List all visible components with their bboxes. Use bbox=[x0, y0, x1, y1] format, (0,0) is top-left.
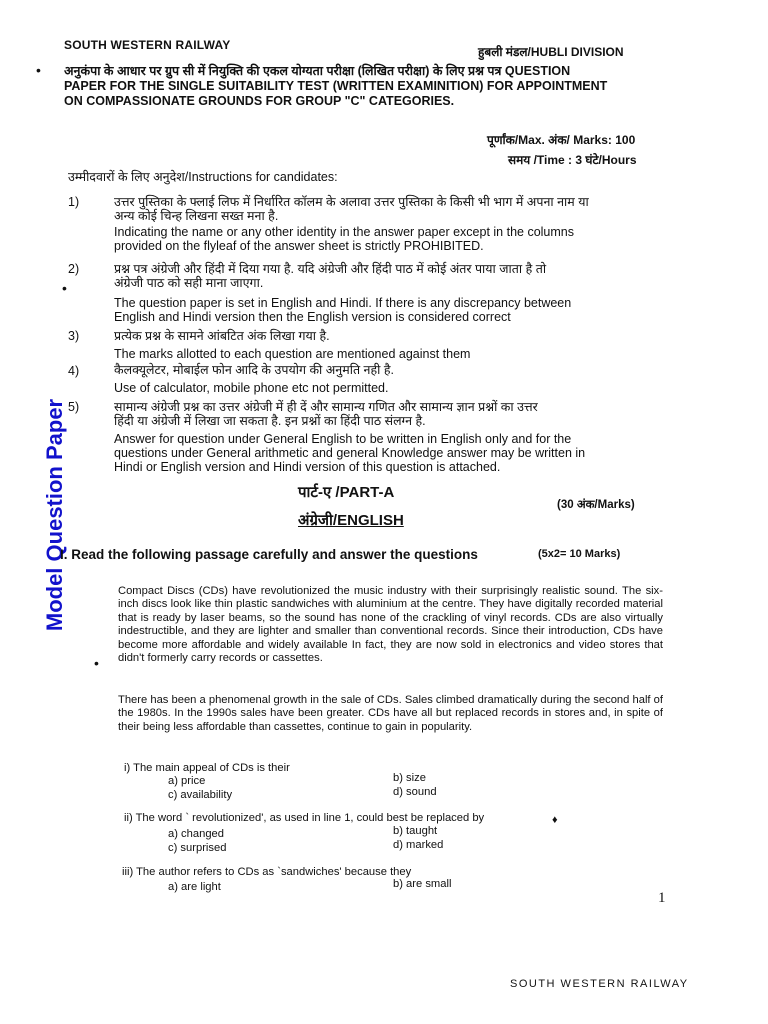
question-instruction: I. Read the following passage carefully and answer the questions bbox=[60, 547, 478, 562]
instruction-hindi-line: प्रश्न पत्र अंग्रेजी और हिंदी में दिया गया है. यदि अंग्रेजी और हिंदी पाठ में कोई अंतर पाया जाता है तो bbox=[114, 262, 547, 276]
scan-mark: ♦ bbox=[552, 814, 558, 826]
answer-option: b) are small bbox=[393, 878, 452, 890]
instruction-hindi-line: हिंदी या अंग्रेजी में लिखा जा सकता है. इन प्रश्नों का हिंदी पाठ संलग्न है. bbox=[114, 414, 426, 428]
instruction-hindi-line: प्रत्येक प्रश्न के सामने आंबटित अंक लिखा गया है. bbox=[114, 329, 330, 343]
instruction-english-line: The marks allotted to each question are mentioned against them bbox=[114, 347, 471, 361]
answer-option: a) are light bbox=[168, 881, 221, 893]
title-line: PAPER FOR THE SINGLE SUITABILITY TEST (WRITTEN EXAMINITION) FOR APPOINTMENT bbox=[64, 79, 608, 93]
subject-heading: अंग्रेजी/ENGLISH bbox=[298, 512, 404, 529]
instruction-english-line: Indicating the name or any other identity in the answer paper except in the columns bbox=[114, 225, 574, 239]
answer-option: a) changed bbox=[168, 828, 224, 840]
page-number: 1 bbox=[658, 890, 666, 906]
instruction-number: 4) bbox=[68, 364, 80, 378]
answer-option: c) availability bbox=[168, 789, 233, 801]
passage-paragraph: There has been a phenomenal growth in the sale of CDs. Sales climbed dramatically during the second half of the 1980s. In the 1990s sales have been greater. CDs have all but replaced records in stores and, in spite of their being less affordable than cassettes, continue to gain in popularity. bbox=[118, 694, 663, 733]
instruction-text bbox=[114, 262, 662, 324]
instruction-english-line: English and Hindi version then the English version is considered correct bbox=[114, 310, 511, 324]
instruction-number: 5) bbox=[68, 400, 80, 414]
question-marks: (5x2= 10 Marks) bbox=[538, 548, 621, 560]
title-line: ON COMPASSIONATE GROUNDS FOR GROUP "C" CATEGORIES. bbox=[64, 94, 455, 108]
instruction-english-line: provided on the flyleaf of the answer sheet is strictly PROHIBITED. bbox=[114, 239, 484, 253]
instruction-hindi-line: कैलक्यूलेटर, मोबाईल फोन आदि के उपयोग की अनुमति नही है. bbox=[114, 363, 394, 377]
instruction-text bbox=[114, 400, 662, 474]
instruction-english-line: The question paper is set in English and Hindi. If there is any discrepancy between bbox=[114, 296, 572, 310]
instructions-heading: उम्मीदवारों के लिए अनुदेश/Instructions for candidates: bbox=[68, 170, 338, 184]
instruction-english-line: Hindi or English version and Hindi version of this question is attached. bbox=[114, 460, 501, 474]
answer-option: b) size bbox=[393, 772, 426, 784]
instruction-text bbox=[114, 363, 662, 395]
question-stem: iii) The author refers to CDs as `sandwiches' because they bbox=[122, 866, 412, 878]
side-title-watermark bbox=[32, 370, 80, 660]
side-title-text: Model Question Paper bbox=[41, 398, 67, 632]
scan-speck: • bbox=[36, 62, 41, 78]
instruction-english-line: Answer for question under General English to be written in English only and for the bbox=[114, 432, 572, 446]
scan-speck: • bbox=[62, 280, 67, 296]
answer-option: d) sound bbox=[393, 786, 437, 798]
max-marks: पूर्णांक/Max. अंक/ Marks: 100 bbox=[487, 133, 636, 147]
answer-option: a) price bbox=[168, 775, 206, 787]
instruction-hindi-line: सामान्य अंग्रेजी प्रश्न का उत्तर अंग्रेजी में ही दें और सामान्य गणित और सामान्य ज्ञान प्रश्नों का उत्तर bbox=[114, 400, 538, 414]
railway-header: SOUTH WESTERN RAILWAY bbox=[64, 38, 231, 52]
instruction-english-line: Use of calculator, mobile phone etc not permitted. bbox=[114, 381, 389, 395]
time-allowed: समय /Time : 3 घंटे/Hours bbox=[508, 153, 637, 167]
part-heading: पार्ट-ए /PART-A bbox=[298, 484, 395, 501]
answer-option: c) surprised bbox=[168, 842, 227, 854]
instruction-text bbox=[114, 329, 662, 361]
title-line: अनुकंपा के आधार पर ग्रुप सी में नियुक्ति की एकल योग्यता परीक्षा (लिखित परीक्षा) के लिए प्रश्न पत्र QUESTION bbox=[64, 64, 571, 78]
instruction-text bbox=[114, 195, 662, 253]
paper-title bbox=[64, 64, 664, 109]
instruction-hindi-line: उत्तर पुस्तिका के फ्लाई लिफ में निर्धारित कॉलम के अलावा उत्तर पुस्तिका के किसी भी भाग में अपना नाम या bbox=[114, 195, 589, 209]
instruction-hindi-line: अन्य कोई चिन्ह लिखना सख्त मना है. bbox=[114, 209, 279, 223]
question-stem: ii) The word ` revolutionized', as used in line 1, could best be replaced by bbox=[124, 812, 485, 824]
instruction-number: 1) bbox=[68, 195, 80, 209]
scan-speck: • bbox=[94, 655, 99, 671]
answer-option: b) taught bbox=[393, 825, 438, 837]
footer-railway: SOUTH WESTERN RAILWAY bbox=[510, 978, 689, 990]
instruction-english-line: questions under General arithmetic and general Knowledge answer may be written in bbox=[114, 446, 586, 460]
part-marks: (30 अंक/Marks) bbox=[557, 499, 635, 511]
question-stem: i) The main appeal of CDs is their bbox=[124, 762, 290, 774]
division-header: हुबली मंडल/HUBLI DIVISION bbox=[478, 45, 624, 59]
passage-paragraph: Compact Discs (CDs) have revolutionized the music industry with their surprisingly realistic sound. The six-inch discs look like thin plastic sandwiches with aluminium at the centre. They have digitally recorded material that is ready by laser beams, so the sound has none of the crackling of vinyl records. CDs are also virtually indestructible, and they are lighter and smaller than conventional records. Since their introduction, CDs have become more affordable and widely available In fact, they are now sold in electronics and video stores that didn't formerly carry records or cassettes. bbox=[118, 585, 663, 665]
instruction-number: 2) bbox=[68, 262, 80, 276]
instruction-hindi-line: अंग्रेजी पाठ को सही माना जाएगा. bbox=[114, 276, 264, 290]
answer-option: d) marked bbox=[393, 839, 444, 851]
instruction-number: 3) bbox=[68, 329, 80, 343]
